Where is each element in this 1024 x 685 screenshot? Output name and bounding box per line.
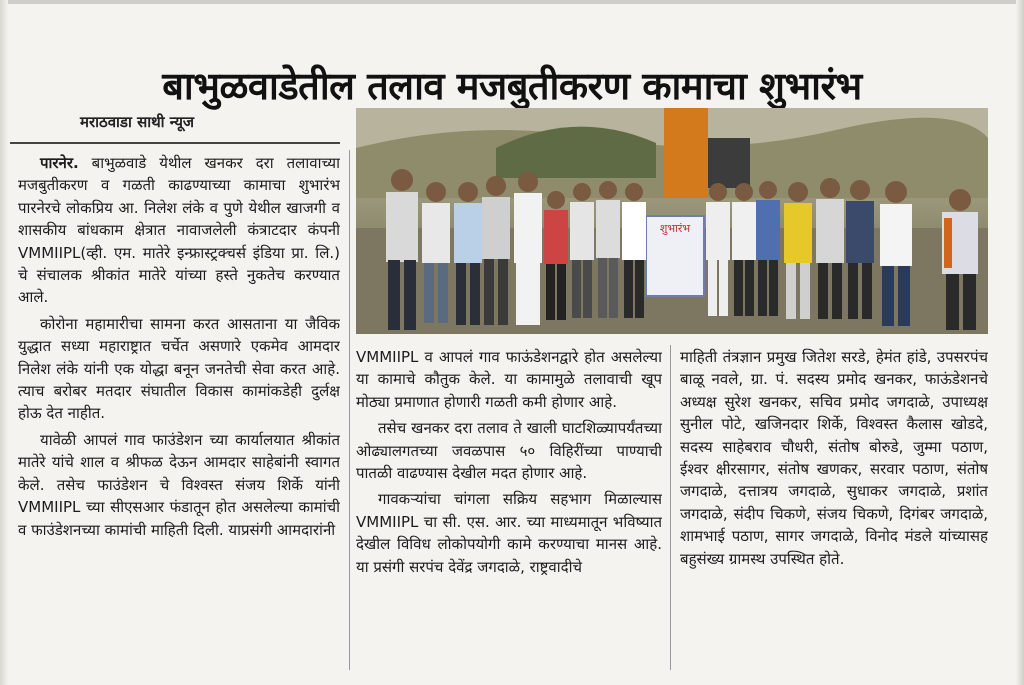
article-column-2 xyxy=(356,346,662,671)
article-headline: बाभुळवाडेतील तलाव मजबुतीकरण कामाचा शुभारंभ xyxy=(162,64,862,109)
col1-paragraph-3: यावेळी आपलं गाव फाउंडेशन च्या कार्यालयात श्रीकांत मातेरे यांचे शाल व श्रीफळ देऊन आमदार साहेबांनी स्वागत केले. तसेच फाउंडेशन चे विश्वस्त संजय शिर्के यांनी VMMIIPL च्या सीएसआर फंडातून होत असलेल्या कामांची व फाउंडेशनच्या कामांची माहिती दिली. याप्रसंगी आमदारांनी xyxy=(18,430,340,539)
col1-paragraph-2: कोरोना महामारीचा सामना करत आसताना या जैविक युद्धात सध्या महाराष्ट्रात चर्चेत असणारे एकमेव आमदार निलेश लंके यांनी एक योद्धा बनून जनतेची सेवा करत आहे. त्याच बरोबर मतदार संघातील विकास कामांकडेही दुर्लक्ष होऊ देत नाहीत. xyxy=(18,314,340,423)
article-column-1 xyxy=(18,152,340,672)
photo-banner-text: शुभारंभ xyxy=(659,222,691,235)
group-photo-illustration xyxy=(356,108,988,334)
col1-paragraph-1: पारनेर. बाभुळवाडे येथील खनकर दरा तलावाच्या मजबुतीकरण व गळती काढण्याच्या कामाचा शुभारंभ पारनेरचे लोकप्रिय आ. निलेश लंके व पुणे येथील खाजगी व शासकीय बांधकाम क्षेत्रात नावाजलेली कंत्राटदार कंपनी VMMIIPL(व्ही. एम. मातेरे इन्फ्रास्ट्रक्चर्स इंडिया प्रा. लि.) चे संचालक श्रीकांत मातेरे यांच्या हस्ते नुकतेच करण्यात आले. xyxy=(18,154,340,307)
col2-paragraph-1: VMMIIPL व आपलं गाव फाऊंडेशनद्वारे होत असलेल्या या कामाचे कौतुक केले. या कामामुळे तलावाची खूप मोठ्या प्रमाणात होणारी गळती कमी होणार आहे. xyxy=(356,348,662,411)
column-divider-1 xyxy=(349,150,350,670)
page-edge-top xyxy=(0,0,1024,4)
dateline: पारनेर. xyxy=(40,154,79,172)
article-column-3 xyxy=(680,346,988,671)
col2-paragraph-3: गावकऱ्यांचा चांगला सक्रिय सहभाग मिळाल्यास VMMIIPL चा सी. एस. आर. च्या माध्यमातून भविष्यात देखील विविध लोकोपयोगी कामे करण्याचा मानस आहे. या प्रसंगी सरपंच देवेंद्र जगदाळे, राष्ट्रवादीचे xyxy=(356,490,662,576)
article-photo xyxy=(356,108,988,334)
page-edge-left xyxy=(0,0,8,685)
col3-paragraph-1: माहिती तंत्रज्ञान प्रमुख जितेश सरडे, हेमंत हांडे, उपसरपंच बाळू नवले, ग्रा. पं. सदस्य प्रमोद खनकर, फाऊंडेशनचे अध्यक्ष सुरेश खनकर, सचिव प्रमोद जगदाळे, उपाध्यक्ष सुनील पोटे, खजिनदार शिर्के, विश्वस्त कैलास खोडदे, सदस्य साहेबराव चौधरी, संतोष बोरुडे, जुम्मा पठाण, ईश्वर क्षीरसागर, संतोष खणकर, सरवार पठाण, संतोष जगदाळे, दत्तात्रय जगदाळे, सुधाकर जगदाळे, प्रशांत जगदाळे, संदीप चिकणे, संजय चिकणे, दिगंबर जगदाळे, शामभाई पठाण, सागर जगदाळे, विनोद मंडले यांच्यासह बहुसंख्य ग्रामस्थ उपस्थित होते. xyxy=(680,348,988,568)
column-divider-2 xyxy=(670,345,671,670)
article-byline: मराठवाडा साथी न्यूज xyxy=(80,113,195,131)
page-edge-right xyxy=(1016,0,1024,685)
col2-paragraph-2: तसेच खनकर दरा तलाव ते खाली घाटशिळ्यापर्यंतच्या ओढ्यालगतच्या जवळपास ५० विहिरींच्या पाण्याची पातळी वाढण्यास देखील मदत होणार आहे. xyxy=(356,419,662,483)
